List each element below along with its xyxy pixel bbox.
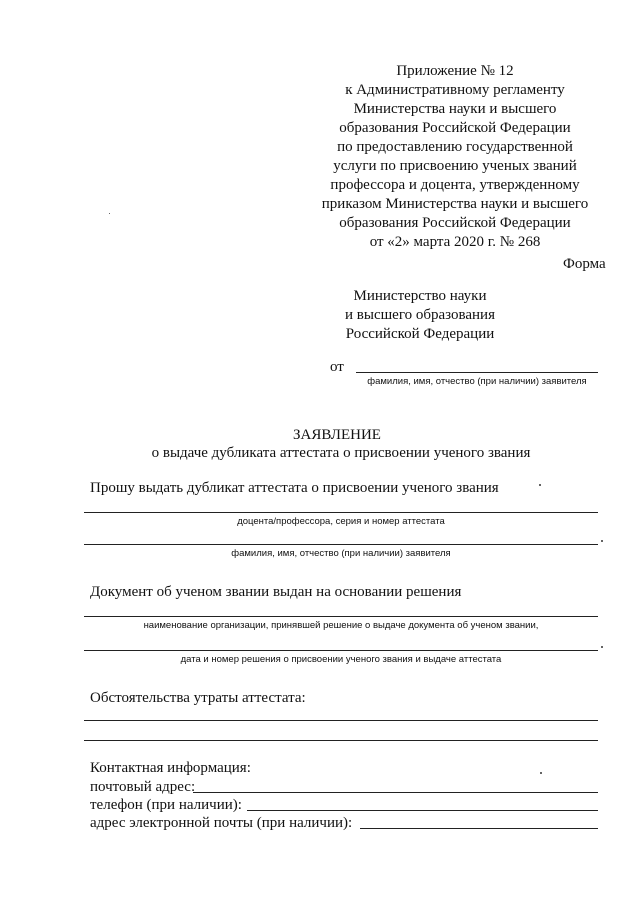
- applicant-name-caption: фамилия, имя, отчество (при наличии) заявителя: [231, 548, 451, 559]
- speck: [601, 646, 603, 648]
- appendix-line: образования Российской Федерации: [339, 215, 571, 231]
- organization-field-line[interactable]: [84, 616, 598, 617]
- speck: [540, 772, 542, 774]
- applicant-name-field-line[interactable]: [84, 544, 598, 545]
- appendix-line: профессора и доцента, утвержденному: [330, 177, 580, 193]
- postal-label: почтовый адрес:: [90, 779, 196, 795]
- recipient-block: [330, 287, 510, 344]
- appendix-line: Министерства науки и высшего: [353, 101, 557, 117]
- decision-caption: дата и номер решения о присвоении ученого звания и выдаче аттестата: [180, 654, 502, 665]
- loss-field-line-1[interactable]: [84, 720, 598, 721]
- recipient-line: и высшего образования: [345, 307, 495, 323]
- form-label: Форма: [563, 256, 606, 272]
- phone-label: телефон (при наличии):: [90, 797, 242, 813]
- from-field-line[interactable]: [356, 372, 598, 373]
- certificate-field-line[interactable]: [84, 512, 598, 513]
- organization-caption: наименование организации, принявшей решение о выдаче документа об ученом звании,: [143, 620, 539, 631]
- appendix-line: услуги по присвоению ученых званий: [333, 158, 577, 174]
- appendix-line: от «2» марта 2020 г. № 268: [369, 234, 541, 250]
- appendix-line: приказом Министерства науки и высшего: [321, 196, 589, 212]
- loss-field-line-2[interactable]: [84, 740, 598, 741]
- document-title: ЗАЯВЛЕНИЕ: [293, 427, 381, 443]
- phone-field-line[interactable]: [247, 810, 598, 811]
- decision-field-line[interactable]: [84, 650, 598, 651]
- appendix-line: образования Российской Федерации: [339, 120, 571, 136]
- from-caption: фамилия, имя, отчество (при наличии) заявителя: [367, 376, 587, 387]
- recipient-line: Российской Федерации: [345, 326, 495, 342]
- contact-heading: Контактная информация:: [90, 760, 251, 776]
- speck: [109, 213, 110, 214]
- speck: [539, 484, 541, 486]
- appendix-header: [300, 62, 610, 252]
- appendix-line: к Административному регламенту: [345, 82, 565, 98]
- request-text: Прошу выдать дубликат аттестата о присвоении ученого звания: [90, 480, 499, 496]
- certificate-caption: доцента/профессора, серия и номер аттестата: [237, 516, 445, 527]
- postal-field-line[interactable]: [193, 792, 598, 793]
- document-subtitle: о выдаче дубликата аттестата о присвоении ученого звания: [151, 445, 531, 461]
- appendix-line: по предоставлению государственной: [337, 139, 573, 155]
- speck: [601, 540, 603, 542]
- from-label: от: [330, 359, 344, 375]
- email-label: адрес электронной почты (при наличии):: [90, 815, 353, 831]
- email-field-line[interactable]: [360, 828, 598, 829]
- recipient-line: Министерство науки: [353, 288, 487, 304]
- loss-text: Обстоятельства утраты аттестата:: [90, 690, 306, 706]
- appendix-line: Приложение № 12: [396, 63, 514, 79]
- basis-text: Документ об ученом звании выдан на основании решения: [90, 584, 462, 600]
